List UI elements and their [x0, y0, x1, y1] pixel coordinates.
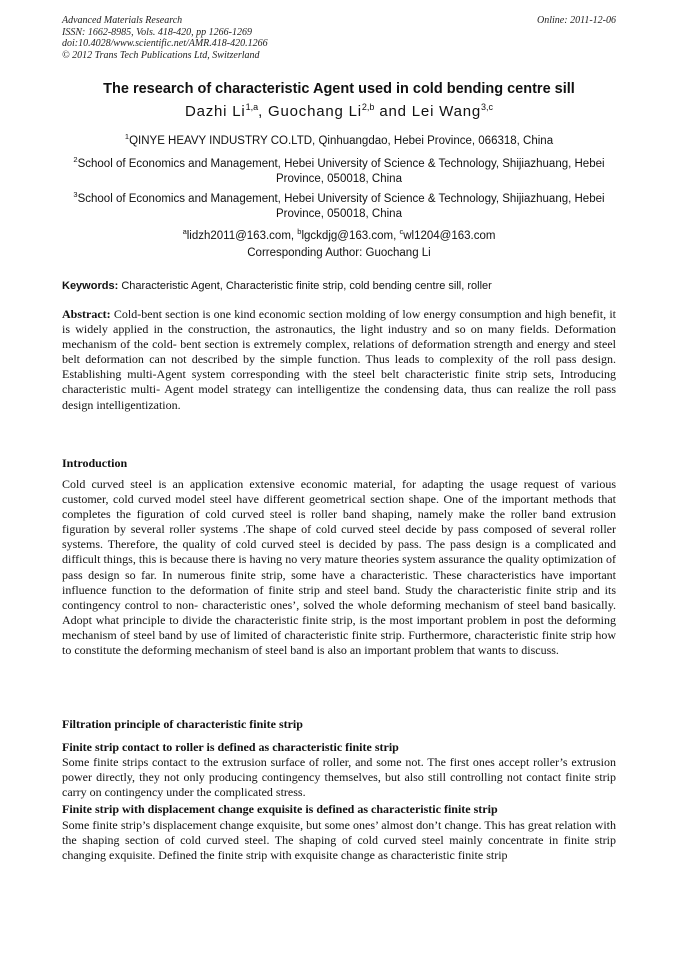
author-name: Dazhi Li — [184, 103, 246, 120]
email-address: wl1204@163.com — [403, 229, 496, 242]
keywords-label: Keywords: — [62, 280, 119, 292]
keywords — [62, 280, 616, 292]
doi-line: doi:10.4028/www.scientific.net/AMR.418-420.1266 — [62, 38, 268, 49]
email-sup: a — [182, 227, 187, 236]
affiliation-text: QINYE HEAVY INDUSTRY CO.LTD, Qinhuangdao, Hebei Province, 066318, China — [129, 134, 554, 147]
affiliation-sup: 3 — [73, 190, 78, 199]
paper-title: The research of characteristic Agent used in cold bending centre sill — [103, 81, 575, 97]
affiliation-text: School of Economics and Management, Hebei University of Science & Technology, Shijiazhuang, Hebei Province, 050018, China — [77, 192, 605, 220]
subsection-2-text: Some finite strip’s displacement change exquisite, but some ones’ almost don’t change. This has great relation with the shaping section of cold curved steel. The shaping of cold curved steel mainly concentrate in finite strip changing exquisite. Defined the finite strip with exquisite change as characteristic finite strip — [62, 818, 616, 863]
journal-header — [62, 15, 268, 61]
filtration-heading: Filtration principle of characteristic finite strip — [62, 717, 303, 731]
online-date: Online: 2011-12-06 — [537, 15, 616, 26]
email-sup: b — [297, 227, 302, 236]
email-address: lidzh2011@163.com — [186, 229, 291, 242]
author-list — [40, 102, 638, 120]
email-line: $^a$lidzh2011@163.com, $^b$lgckdjg@163.com, $^c$wl1204@163.com — [182, 227, 496, 242]
subsection-1-text: Some finite strips contact to the extrusion surface of roller, and some not. The first ones accept roller’s extrusion power directly, they not only producing contingency themselves, but also still controlling not contact finite strip carry on contingency under the complicated stress. — [62, 755, 616, 800]
email-address: lgckdjg@163.com — [301, 229, 394, 242]
author-conjunction: and — [374, 103, 412, 120]
author-sup: 1,a — [245, 102, 259, 112]
subsection-2-heading: Finite strip with displacement change exquisite is defined as characteristic finite strip — [62, 802, 498, 816]
keywords-text: Characteristic Agent, Characteristic finite strip, cold bending centre sill, roller — [121, 280, 492, 292]
issn-line: ISSN: 1662-8985, Vols. 418-420, pp 1266-1269 — [62, 26, 252, 38]
author-name: Guochang Li — [268, 103, 362, 120]
corresponding-author: Corresponding Author: Guochang Li — [247, 247, 431, 259]
introduction-text: Cold curved steel is an application extensive economic material, for adapting the usage request of various customer, cold curved model steel have different geometrical section shape. One of the important methods that completes the figuration of cold curved steel is roller band shaping, namely make the roller band extrusion figuration by several roller systems .The shape of cold curved steel decide by pass composed of several roller systems. Therefore, the quality of cold curved steel is decided by pass. The pass design is a complicated and difficult things, this is because there is having no very mature theories system assurance the quality optimization of pass design so far. In numerous finite strip, some have a characteristic. These characteristics have important influence function to the deformation of finite strip and steel band. Study the characteristic finite strip and its contingency control to non- characteristic ones’, solved the whole deforming mechanism of steel band basically. Adopt what principle to divide the characteristic finite strip, is the most important problem in post the deforming mechanism of steel band by use of limited of characteristic finite strip. Furthermore, characteristic finite strip how to constitute the deforming mechanism of steel band is also an important problem that wants to discuss. — [62, 477, 616, 658]
affiliation-sup: 2 — [73, 155, 78, 164]
affiliation-1 — [62, 129, 616, 149]
abstract — [62, 307, 616, 413]
affiliation-2 — [62, 152, 616, 187]
affiliation-sup: 1 — [124, 132, 130, 141]
subsection-1-heading: Finite strip contact to roller is defined as characteristic finite strip — [62, 740, 399, 754]
introduction-heading: Introduction — [62, 456, 128, 470]
abstract-text: Cold-bent section is one kind economic section molding of low energy consumption and high benefit, it is widely applied in the construction, the astronautics, the light industry and so on many fields. Deformation mechanism of the cold- bent section is extremely complex, relations of deformation strength and energy and steel belt deformation can not described by the simple function. Thus leads to complexity of the roll pass design. Establishing multi-Agent system corresponding with the steel belt characteristic finite strip sets, Introducing characteristic multi- Agent model strategy can intelligentize the condensing data, thus can realize the roll pass design intelligentization. — [62, 307, 616, 412]
author-sup: 2,b — [361, 102, 375, 112]
author-sup: 3,c — [481, 102, 494, 112]
author-name: Lei Wang — [411, 103, 481, 120]
affiliation-3 — [62, 187, 616, 222]
email-sup: c — [399, 227, 404, 236]
journal-name: Advanced Materials Research — [62, 15, 183, 26]
copyright-line: © 2012 Trans Tech Publications Ltd, Switzerland — [62, 49, 260, 61]
abstract-label: Abstract: — [62, 307, 111, 321]
author-separator: , — [258, 103, 269, 120]
affiliation-text: School of Economics and Management, Hebei University of Science & Technology, Shijiazhuang, Hebei Province, 050018, China — [77, 157, 605, 185]
